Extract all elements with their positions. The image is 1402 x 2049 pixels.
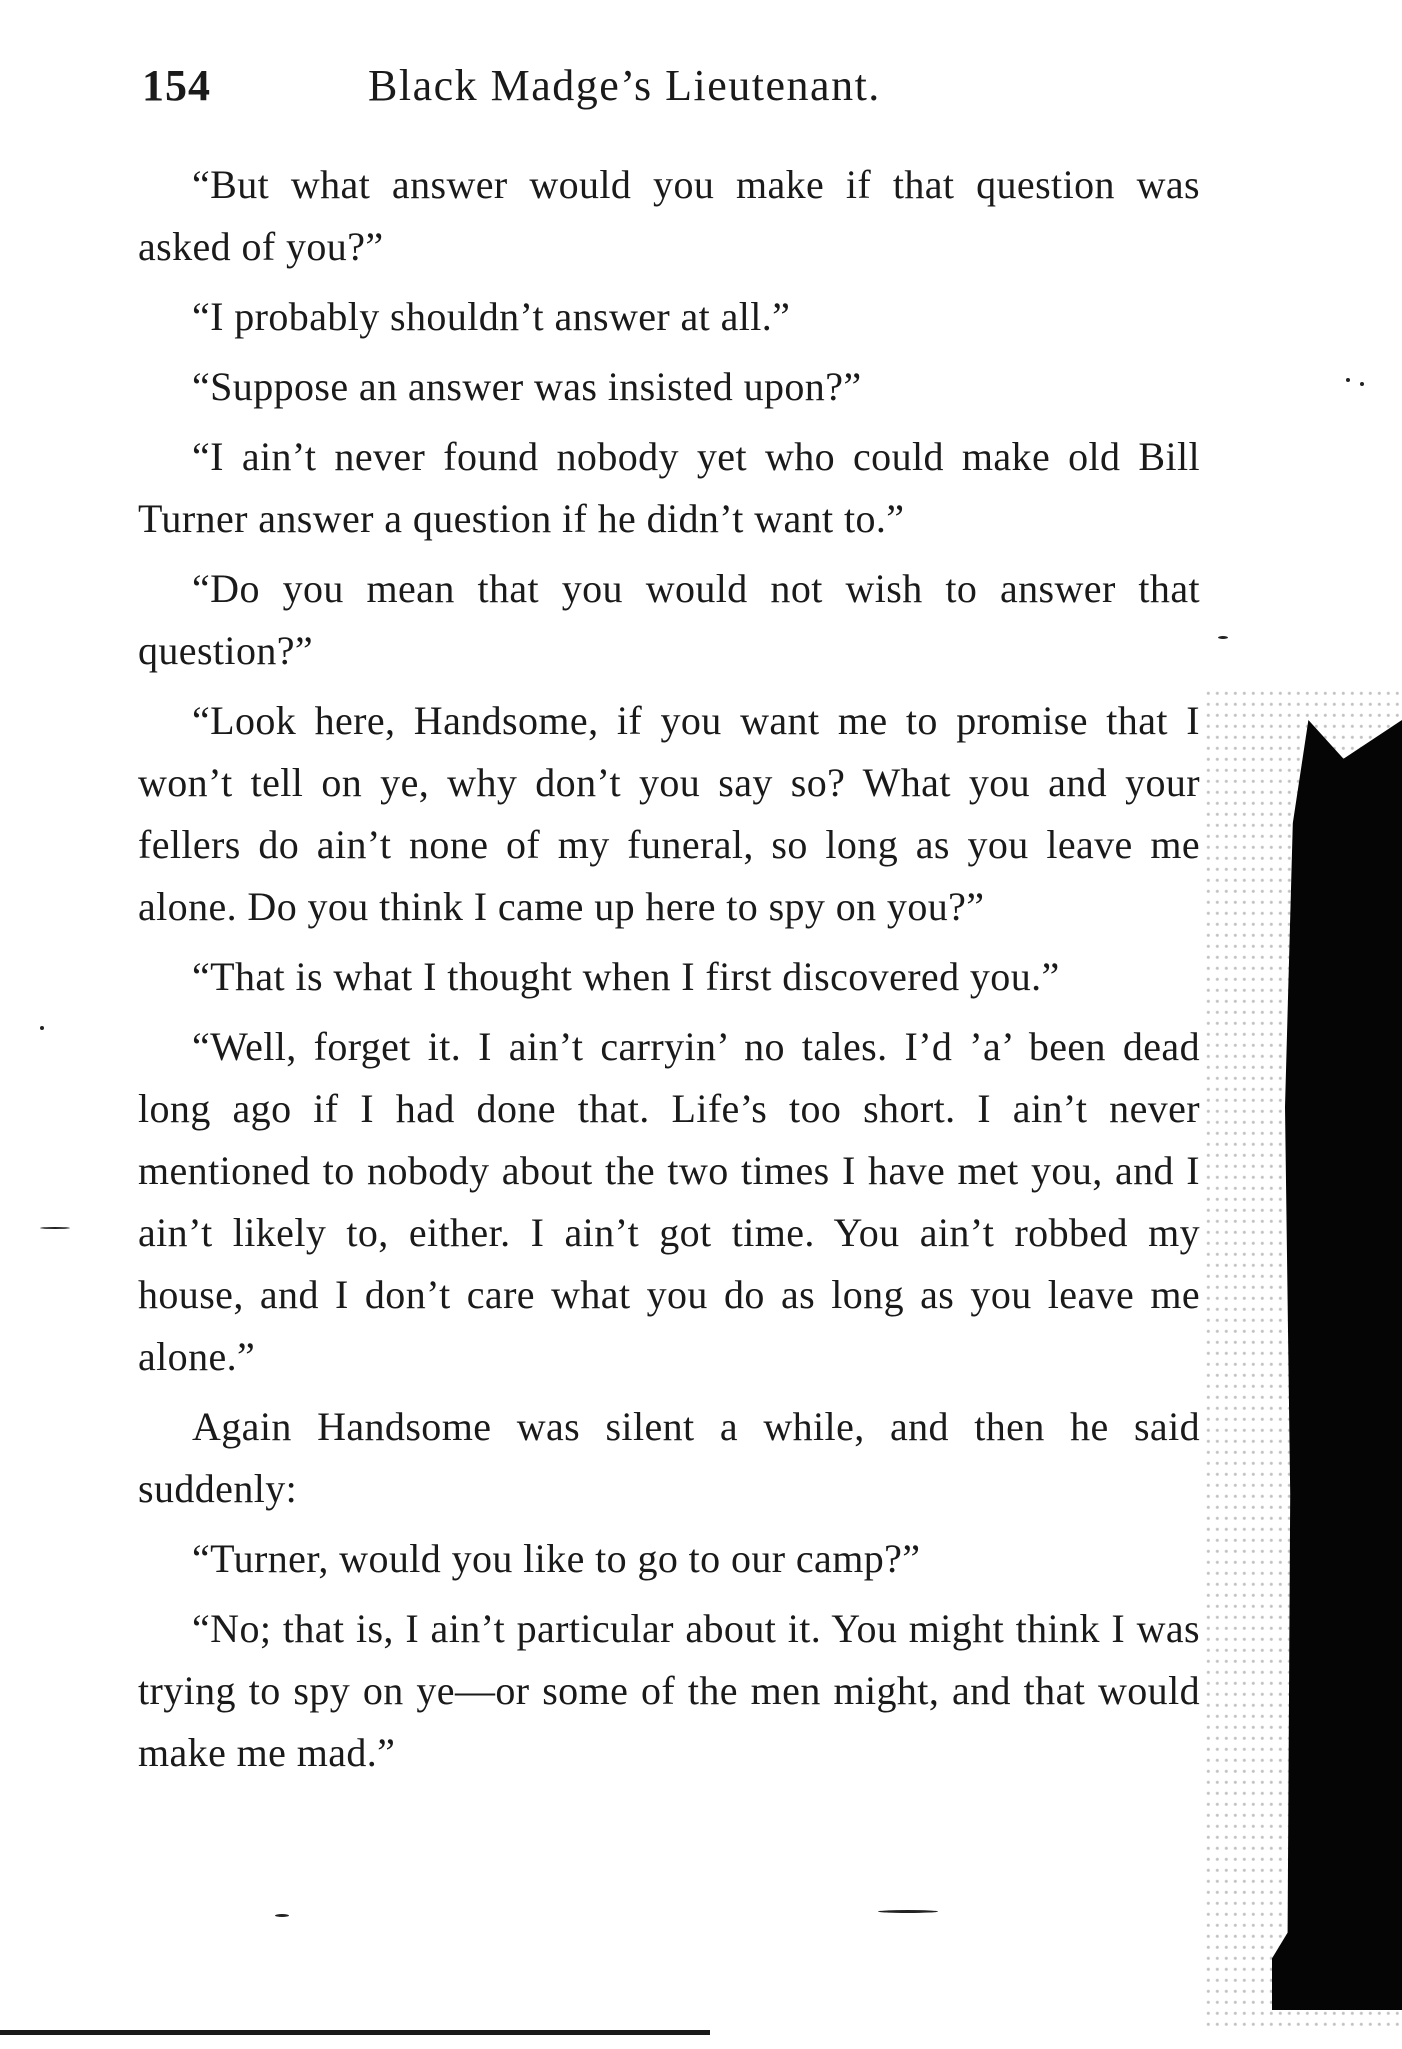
paragraph: “But what answer would you make if that question was asked of you?” (138, 162, 1200, 269)
scan-speck (878, 1910, 938, 1913)
scan-speck (1360, 382, 1364, 386)
paragraph: “I probably shouldn’t answer at all.” (192, 294, 791, 339)
scan-speck (40, 1227, 70, 1229)
running-title: Black Madge’s Lieutenant. (368, 61, 881, 110)
paragraph: “Look here, Handsome, if you want me to promise that I won’t tell on ye, why don’t you say so? What you and your fellers do ain’t none of my funeral, so long as you leave me alone. Do you think I came up here to spy on you?” (138, 698, 1200, 929)
scan-bottom-rule (0, 2030, 710, 2035)
scan-speck (1218, 636, 1228, 639)
scan-shadow-edge (1272, 720, 1402, 2010)
body-text (138, 154, 1200, 1792)
paragraph: “I ain’t never found nobody yet who could make old Bill Turner answer a question if he didn’t want to.” (138, 434, 1200, 541)
scan-speck (275, 1914, 289, 1917)
scan-speck (40, 1026, 44, 1030)
paragraph: “That is what I thought when I first discovered you.” (192, 954, 1060, 999)
page-header (142, 60, 1202, 130)
page-number: 154 (142, 61, 211, 110)
paragraph: “Turner, would you like to go to our camp?” (192, 1536, 921, 1581)
scan-speck (1346, 378, 1350, 382)
paragraph: “Suppose an answer was insisted upon?” (192, 364, 862, 409)
paragraph: “Do you mean that you would not wish to answer that question?” (138, 566, 1200, 673)
paragraph: “No; that is, I ain’t particular about it. You might think I was trying to spy on ye—or some of the men might, and that would make me mad.” (138, 1606, 1200, 1775)
paragraph: Again Handsome was silent a while, and then he said suddenly: (138, 1404, 1200, 1511)
paragraph: “Well, forget it. I ain’t carryin’ no tales. I’d ’a’ been dead long ago if I had done that. Life’s too short. I ain’t never mentioned to nobody about the two times I have met you, and I ain’t likely to, either. I ain’t got time. You ain’t robbed my house, and I don’t care what you do as long as you leave me alone.” (138, 1024, 1200, 1379)
